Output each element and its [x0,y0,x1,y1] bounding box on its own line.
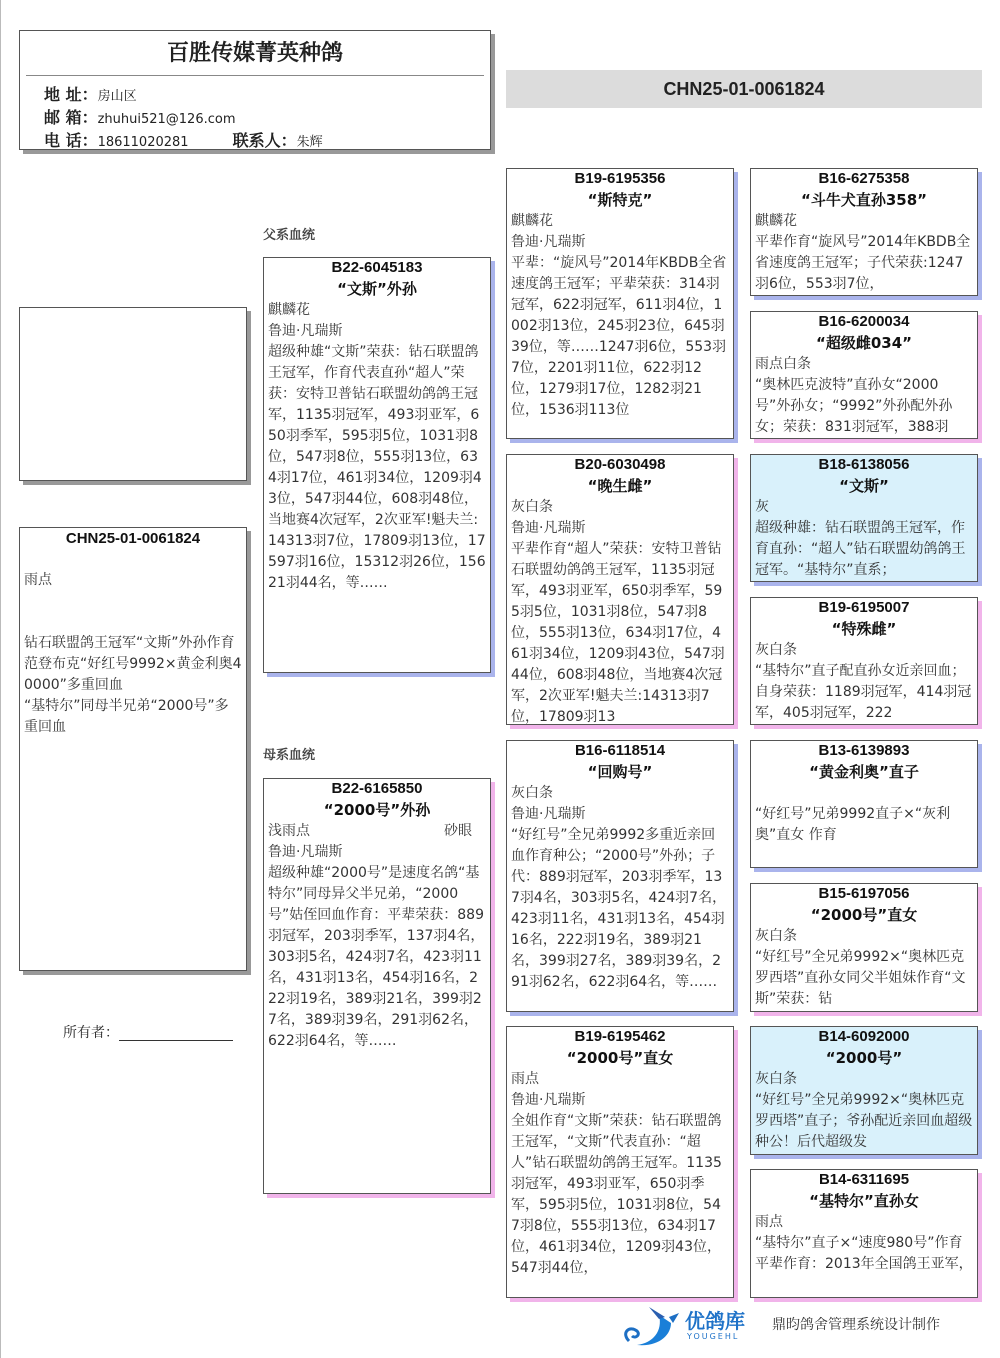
pigeon-color: 麒麟花 [511,213,553,229]
pigeon-desc: “好红号”兄弟9992直子×“灰利奥”直女 作育 [755,806,951,843]
pigeon-color: 灰白条 [755,928,797,944]
subject-note: “基特尔”同母半兄弟“2000号”多重回血 [24,698,229,735]
pigeon-name: “晚生雌” [587,477,653,495]
phone-value: 18611020281 [97,135,189,150]
pigeon-name: “文斯” [839,477,889,495]
pigeon-color: 麒麟花 [755,213,797,229]
address-value: 房山区 [97,89,137,104]
loft-title: 百胜传媒菁英种鸽 [166,41,343,66]
logo-subtext: YOUGEHL [687,1332,740,1341]
ring-number: B20-6030498 [574,456,666,473]
mother-ring: B22-6165850 [331,780,423,797]
ring-number: B15-6197056 [818,885,910,902]
father-breeder: 鲁迪·凡瑞斯 [268,323,343,339]
pigeon-name: “基特尔”直孙女 [809,1192,919,1210]
pigeon-name: “2000号”直女 [566,1049,674,1067]
pigeon-name: “斗牛犬直孙358” [800,191,928,209]
ring-number: B18-6138056 [818,456,910,473]
pigeon-color: 灰白条 [755,642,797,658]
subject-color: 雨点 [24,572,52,588]
grandparent-card [506,740,734,1012]
phone-row [44,130,490,153]
footer-logo [619,1303,769,1349]
address-row [44,84,490,107]
pigeon-breeder: 鲁迪·凡瑞斯 [511,234,586,250]
pigeon-desc: 平辈作育“超人”荣获：安特卫普钻石联盟幼鸽鸽王冠军，1135羽冠军，493羽亚军，650羽季军，595羽5位，1031羽8位，547羽8位，555羽13位，634羽17位，461羽34位，1209羽43位，547羽44位，608羽48位，当地赛4次冠军，2次亚军!魁夫兰:14313羽7位，17809羽13 [511,541,725,725]
pigeon-color: 雨点 [511,1071,539,1087]
mother-name: “2000号”外孙 [323,801,431,819]
pigeon-color: 雨点 [755,1214,783,1230]
mother-card [263,778,491,1194]
ring-number: B14-6092000 [818,1028,910,1045]
pigeon-desc: 全姐作育“文斯”荣获：钻石联盟鸽王冠军，“文斯”代表直孙：“超人”钻石联盟幼鸽鸽王冠军。1135羽冠军，493羽亚军，650羽季军，595羽5位，1031羽8位，547羽8位，555羽13位，634羽17位，461羽34位，1209羽43位，547羽44位， [511,1113,722,1276]
ring-number: B16-6275358 [818,170,910,187]
pigeon-name: “2000号”直女 [810,906,918,924]
mother-breeder: 鲁迪·凡瑞斯 [268,844,343,860]
great-grandparent-card [750,168,978,296]
ring-number: B19-6195007 [818,599,910,616]
great-grandparent-card [750,454,978,582]
phone-label: 电 话： [44,131,98,150]
pigeon-desc: “基特尔”直子配直孙女近亲回血；自身荣获：1189羽冠军，414羽冠军，405羽冠军，222 [755,663,972,721]
logo-wave-icon [619,1303,683,1349]
pigeon-breeder: 鲁迪·凡瑞斯 [511,520,586,536]
header-divider [26,75,484,76]
pigeon-name: “斯特克” [587,191,653,209]
grandparent-card [506,168,734,439]
mother-desc: 超级种雄“2000号”是速度名鸽“基特尔”同母异父半兄弟，“2000号”姑侄回血作育：平辈荣获：889羽冠军，203羽季军，137羽4名，303羽5名，424羽7名，423羽11名，431羽13名，454羽16名，222羽19名，389羽21名，399羽27名，389羽39名，291羽62名，622羽64名，等…… [268,865,485,1049]
email-row [44,107,490,130]
address-label: 地 址： [44,85,98,104]
grandparent-card [506,454,734,725]
ring-number: B19-6195462 [574,1028,666,1045]
pigeon-name: “回购号” [587,763,653,781]
pigeon-name: “黄金利奥”直子 [809,763,919,781]
father-desc: 超级种雄“文斯”荣获：钻石联盟鸽王冠军，作育代表直孙“超人”荣获：安特卫普钻石联盟幼鸽鸽王冠军，1135羽冠军，493羽亚军，650羽季军，595羽5位，1031羽8位，547羽8位，555羽13位，634羽17位，461羽34位，1209羽43位，547羽44位，608羽48位，当地赛4次冠军，2次亚军!魁夫兰:14313羽7位，17809羽13位，17597羽16位，15312羽26位，15621羽44名，等…… [268,344,486,591]
ring-number: B19-6195356 [574,170,666,187]
great-grandparent-card [750,740,978,868]
father-color: 麒麟花 [268,302,310,318]
pigeon-desc: “好红号”全兄弟9992×“奥林匹克罗西塔”直子；爷孙配近亲回血超级种公！后代超级发 [755,1092,973,1150]
owner-line [119,1040,233,1041]
pigeon-desc: 平辈：“旋风号”2014年KBDB全省速度鸽王冠军；平辈荣获：314羽冠军，622羽冠军，611羽4位，1002羽13位，245羽23位，645羽39位，等……1247羽6位，553羽7位，2201羽11位，622羽12位，1279羽17位，1282羽21位，1536羽113位 [511,255,727,418]
contact-value: 朱辉 [296,135,323,150]
subject-card [19,527,247,971]
contact-label: 联系人： [232,131,297,150]
great-grandparent-card [750,597,978,725]
pigeon-color: 灰 [755,499,769,515]
pigeon-color: 灰白条 [511,499,553,515]
father-ring: B22-6045183 [331,259,423,276]
ring-number: B13-6139893 [818,742,910,759]
great-grandparent-card [750,1169,978,1298]
owner-row [63,1022,233,1042]
pigeon-name: “特殊雌” [831,620,897,638]
grandparent-card [506,1026,734,1298]
ring-number: B16-6200034 [818,313,910,330]
mother-eye: 砂眼 [444,823,472,839]
email-value: zhuhui521@126.com [97,112,236,127]
great-grandparent-card [750,883,978,1012]
pigeon-breeder: 鲁迪·凡瑞斯 [511,806,586,822]
pigeon-color [755,783,973,804]
pigeon-name: “2000号” [825,1049,903,1067]
email-label: 邮 箱： [44,108,98,127]
photo-placeholder [19,307,247,481]
subject-notes [24,633,242,738]
pigeon-color: 灰白条 [511,785,553,801]
ring-number: B16-6118514 [574,742,666,759]
subject-ring: CHN25-01-0061824 [65,530,201,547]
pigeon-desc: “奥林匹克波特”直孙女“2000号”外孙女；“9992”外孙配外孙女；荣获：831羽冠军，388羽 [755,377,953,435]
pigeon-color: 雨点白条 [755,356,811,372]
pigeon-desc: “好红号”全兄弟9992×“奥林匹克罗西塔”直孙女同父半姐妹作育“文斯”荣获：钻 [755,949,966,1007]
ring-banner: CHN25-01-0061824 [506,70,982,108]
great-grandparent-card [750,1026,978,1155]
mother-color: 浅雨点 [268,823,310,839]
pigeon-name: “超级雌034” [815,334,913,352]
subject-note: 钻石联盟鸽王冠军“文斯”外孙作育 [24,635,235,651]
pigeon-desc: 平辈作育“旋风号”2014年KBDB全省速度鸽王冠军；子代荣获:1247羽6位，553羽7位， [755,234,971,292]
great-grandparent-card [750,311,978,439]
subject-note: 范登布克“好红号9992×黄金利奥40000”多重回血 [24,656,242,693]
owner-label: 所有者： [63,1025,119,1041]
father-name: “文斯”外孙 [337,280,417,298]
mother-line-label: 母系血统 [263,748,316,763]
pigeon-breeder: 鲁迪·凡瑞斯 [511,1092,586,1108]
pigeon-desc: “好红号”全兄弟9992多重近亲回血作育种公；“2000号”外孙；子代：889羽冠军，203羽季军，137羽4名，303羽5名，424羽7名，423羽11名，431羽13名，454羽16名，222羽19名，389羽21名，399羽27名，389羽39名，291羽62名，622羽64名，等…… [511,827,727,990]
mother-color-row [268,821,486,842]
ring-number: B14-6311695 [818,1171,910,1188]
father-card [263,257,491,673]
loft-header [19,30,491,150]
pigeon-desc: 超级种雄：钻石联盟鸽王冠军，作育直孙：“超人”钻石联盟幼鸽鸽王冠军。“基特尔”直系； [755,520,966,578]
pigeon-color: 灰白条 [755,1071,797,1087]
father-line-label: 父系血统 [263,228,316,243]
pigeon-desc: “基特尔”直子×“速度980号”作育平辈作育：2013年全国鸽王亚军， [755,1235,973,1272]
footer-credit: 鼎昀鸽舍管理系统设计制作 [772,1317,940,1333]
logo-text: 优鸽库 [685,1309,745,1333]
